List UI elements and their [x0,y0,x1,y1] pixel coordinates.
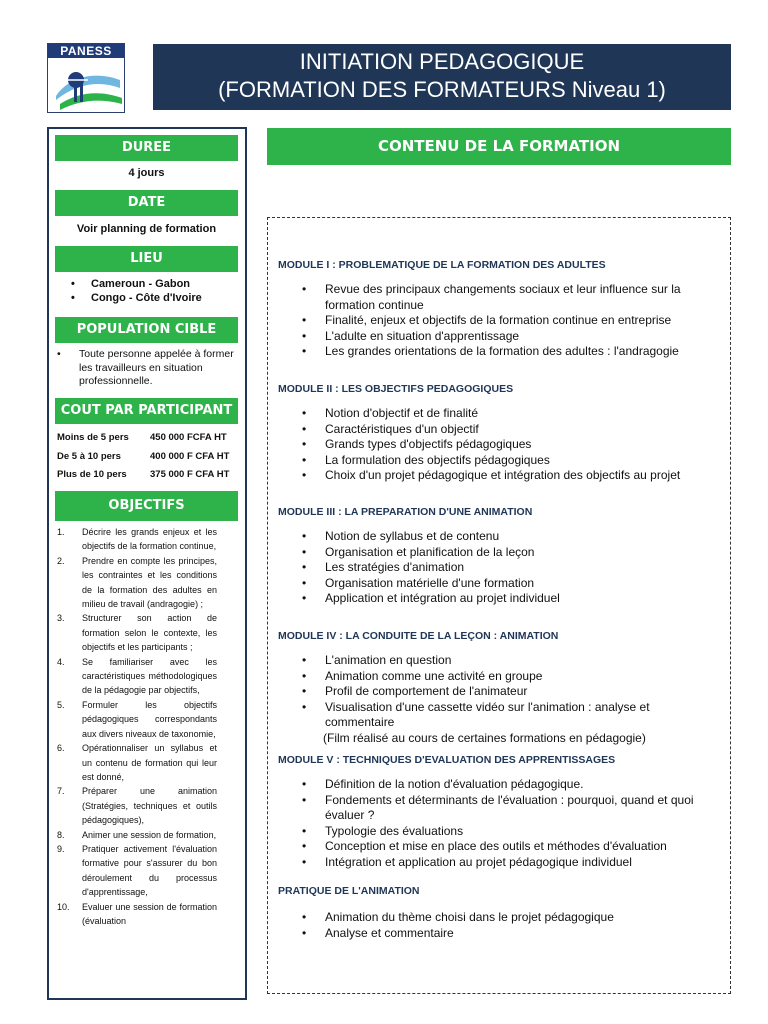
paness-logo [47,43,125,113]
module-item: • Organisation et planification de la leçon [278,545,718,561]
module-note: (Film réalisé au cours de certaines formations en pédagogie) [323,730,646,745]
module-item: • Analyse et commentaire [278,926,718,942]
module-item: • Fondements et déterminants de l'évaluation : pourquoi, quand et quoi évaluer ? [278,793,718,824]
module-item: • Les stratégies d'animation [278,560,718,576]
date-value: Voir planning de formation [76,223,217,235]
module-item: • Intégration et application au projet pédagogique individuel [278,855,718,871]
objectif-item: 8. Animer une session de formation, [57,829,217,840]
duree-value: 4 jours [128,167,165,179]
lieu-item: • Congo - Côte d'Ivoire [71,292,202,304]
content-header: CONTENU DE LA FORMATION [267,128,731,165]
cout-row: De 5 à 10 pers 400 000 F CFA HT [57,451,230,462]
objectif-item: 1. Décrire les grands enjeux et les objectifs de la formation continue, [57,527,217,552]
module-practice [278,884,718,941]
cout-row: Moins de 5 pers 450 000 FCFA HT [57,432,227,443]
population-list [57,348,241,389]
population-item: • Toute personne appelée à former les travailleurs en situation professionnelle. [57,348,234,387]
module-title: MODULE V : TECHNIQUES D'EVALUATION DES APPRENTISSAGES [278,754,616,766]
objectif-item: 3. Structurer son action de formation selon le contexte, les objectifs et les participants ; [57,613,217,653]
lieu-list [71,277,202,305]
module-item: • Choix d'un projet pédagogique et intégration des objectifs au projet [278,468,718,484]
cout-row: Plus de 10 pers 375 000 F CFA HT [57,469,230,480]
module-item: • Application et intégration au projet individuel [278,591,718,607]
module-item: • Typologie des évaluations [278,824,718,840]
population-label: POPULATION CIBLE [55,317,238,343]
lieu-item: • Cameroun - Gabon [71,278,191,290]
objectifs-list [57,525,217,928]
cout-label: COUT PAR PARTICIPANT [55,398,238,424]
module-item: • Définition de la notion d'évaluation pédagogique. [278,777,718,793]
title-banner [153,44,731,110]
module-item: • Organisation matérielle d'une formation [278,576,718,592]
module-item: • Notion d'objectif et de finalité [278,406,718,422]
module-item: • L'animation en question [278,653,718,669]
logo-text: PANESS [48,44,124,58]
duree-label: DUREE [55,135,238,161]
module-5 [278,753,718,870]
module-title: PRATIQUE DE L'ANIMATION [278,885,420,897]
title-line-1: INITIATION PEDAGOGIQUE [299,49,585,74]
module-item: • Revue des principaux changements sociaux et leur influence sur la formation continue [278,282,718,313]
module-title: MODULE I : PROBLEMATIQUE DE LA FORMATION DES ADULTES [278,259,606,271]
content-box [267,217,731,994]
objectif-item: 2. Prendre en compte les principes, les contraintes et les conditions de la formation des adultes en milieu de travail (andragogie) ; [57,555,217,610]
info-sidebar [47,127,247,1000]
module-4 [278,629,718,746]
module-1 [278,258,718,360]
date-label: DATE [55,190,238,216]
module-item: • Caractéristiques d'un objectif [278,422,718,438]
objectif-item: 6. Opérationnaliser un syllabus et un contenu de formation qui leur est donné, [57,743,217,782]
module-item: • Animation du thème choisi dans le projet pédagogique [278,910,718,926]
module-item: • Animation comme une activité en groupe [278,669,718,685]
module-item: • Profil de comportement de l'animateur [278,684,718,700]
module-item: • Notion de syllabus et de contenu [278,529,718,545]
module-item: • La formulation des objectifs pédagogiques [278,453,718,469]
module-title: MODULE II : LES OBJECTIFS PEDAGOGIQUES [278,383,514,395]
module-item: • Conception et mise en place des outils et méthodes d'évaluation [278,839,718,855]
logo-emblem-icon [48,58,124,112]
title-line-2: (FORMATION DES FORMATEURS Niveau 1) [218,77,666,102]
module-item: • Visualisation d'une cassette vidéo sur l'animation : analyse et commentaire [278,700,718,731]
module-item: • L'adulte en situation d'apprentissage [278,329,718,345]
objectif-item: 7. Préparer une animation (Stratégies, techniques et outils pédagogiques), [57,786,217,826]
module-2 [278,382,718,484]
module-item: • Grands types d'objectifs pédagogiques [278,437,718,453]
objectif-item: 4. Se familiariser avec les caractéristiques méthodologiques de la pédagogie par objectifs, [57,656,217,696]
module-title: MODULE III : LA PREPARATION D'UNE ANIMATION [278,506,533,518]
module-3 [278,505,718,607]
module-item: • Finalité, enjeux et objectifs de la formation continue en entreprise [278,313,718,329]
lieu-label: LIEU [55,246,238,272]
module-title: MODULE IV : LA CONDUITE DE LA LEÇON : ANIMATION [278,630,559,642]
objectif-item: 9. Pratiquer activement l'évaluation formative pour s'assurer du bon déroulement du processus d'apprentissage, [57,843,217,898]
module-item: • Les grandes orientations de la formation des adultes : l'andragogie [278,344,718,360]
objectif-item: 5. Formuler les objectifs pédagogiques correspondants aux divers niveaux de taxonomie, [57,699,217,739]
objectif-item: 10. Evaluer une session de formation (évaluation [57,901,217,926]
objectifs-label: OBJECTIFS [55,491,238,521]
